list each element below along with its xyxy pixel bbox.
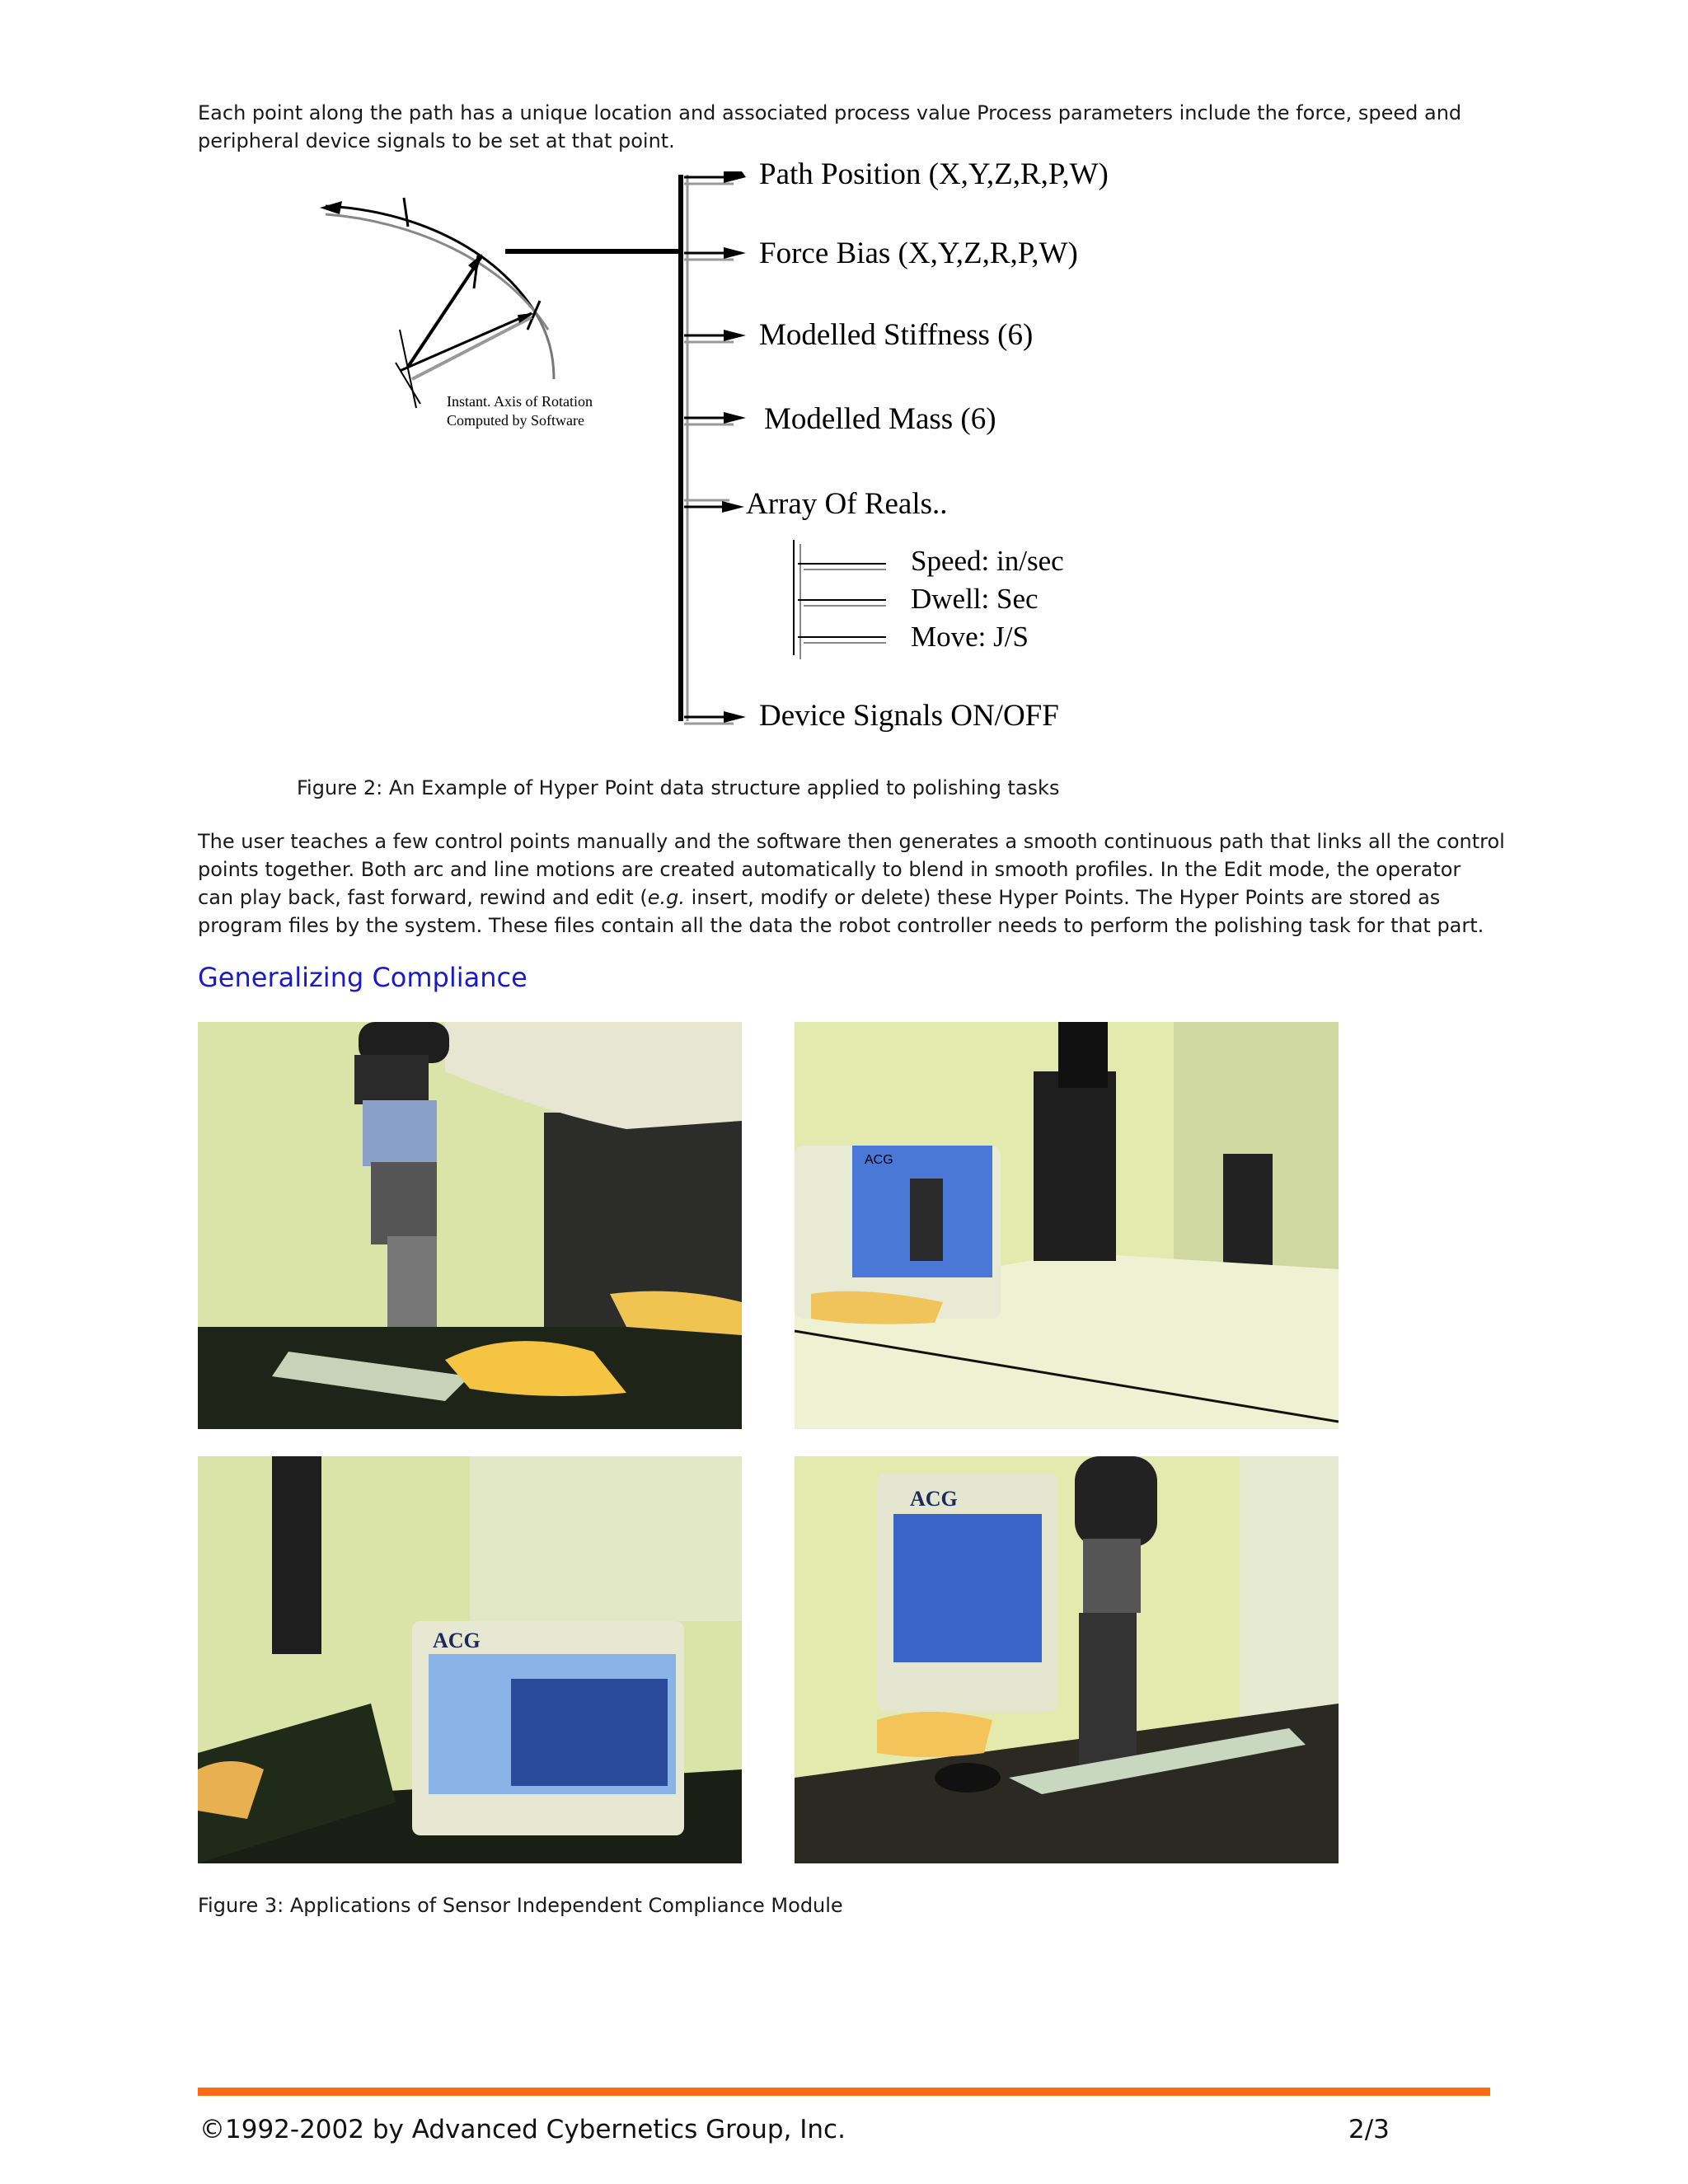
axis-label-line-1: Instant. Axis of Rotation (447, 393, 593, 410)
sub-bracket (794, 540, 886, 659)
subitem-speed: Speed: in/sec (911, 545, 1064, 577)
item-device-signals: Device Signals ON/OFF (759, 699, 1059, 733)
figure-2-caption: Figure 2: An Example of Hyper Point data structure applied to polishing tasks (297, 776, 1060, 799)
footer-page-number: 2/3 (1348, 2115, 1390, 2144)
body-line-3-end: insert, modify or delete) these Hyper Points. The Hyper Points are stored as (685, 886, 1441, 909)
section-heading: Generalizing Compliance (198, 962, 528, 993)
body-line-4: program files by the system. These files contain all the data the robot controller needs to perform the polishing task for that part. (198, 914, 1484, 937)
item-modelled-stiffness: Modelled Stiffness (6) (759, 318, 1034, 352)
footer-rule (198, 2088, 1490, 2096)
photo-robot-monitor-table (795, 1022, 1339, 1429)
intro-line-1: Each point along the path has a unique location and associated process value Process parameters include the force, speed and (198, 101, 1462, 124)
photo-3-monitor-logo: ACG (433, 1629, 481, 1652)
photo-2-monitor-logo: ACG (865, 1153, 893, 1167)
axis-label-line-2: Computed by Software (447, 412, 584, 429)
body-line-3 (198, 883, 1505, 912)
body-line-3-start: can play back, fast forward, rewind and edit ( (198, 886, 648, 909)
body-line-1: The user teaches a few control points manually and the software then generates a smooth continuous path that links all the control (198, 830, 1505, 853)
photo-4-illustration (795, 1456, 1339, 1863)
intro-line-2: peripheral device signals to be set at that point. (198, 129, 675, 152)
photo-monitor-closeup (198, 1456, 742, 1863)
photo-robot-teaching (795, 1456, 1339, 1863)
photo-handheld-polishing (198, 1022, 742, 1429)
photo-4-monitor-logo: ACG (910, 1487, 958, 1511)
item-force-bias: Force Bias (X,Y,Z,R,P,W) (759, 237, 1078, 270)
axis-label (447, 392, 593, 430)
path-arc-drawing (320, 198, 682, 408)
intro-paragraph (198, 99, 1461, 155)
body-line-2: points together. Both arc and line motions are created automatically to blend in smooth profiles. In the Edit mode, the operator (198, 858, 1461, 881)
figure-3-caption: Figure 3: Applications of Sensor Independent Compliance Module (198, 1894, 843, 1917)
branch-arrows (684, 171, 746, 724)
item-path-position: Path Position (X,Y,Z,R,P,W) (759, 157, 1109, 191)
item-modelled-mass: Modelled Mass (6) (764, 402, 996, 436)
photo-1-illustration (198, 1022, 742, 1429)
subitem-dwell: Dwell: Sec (911, 583, 1039, 615)
body-paragraph (198, 827, 1505, 940)
footer-copyright: ©1992-2002 by Advanced Cybernetics Group, Inc. (199, 2115, 846, 2144)
subitem-move: Move: J/S (911, 621, 1029, 653)
photo-3-illustration (198, 1456, 742, 1863)
item-array-of-reals: Array Of Reals.. (746, 487, 948, 521)
body-line-3-em: e.g. (647, 886, 686, 909)
photo-2-illustration (795, 1022, 1339, 1429)
